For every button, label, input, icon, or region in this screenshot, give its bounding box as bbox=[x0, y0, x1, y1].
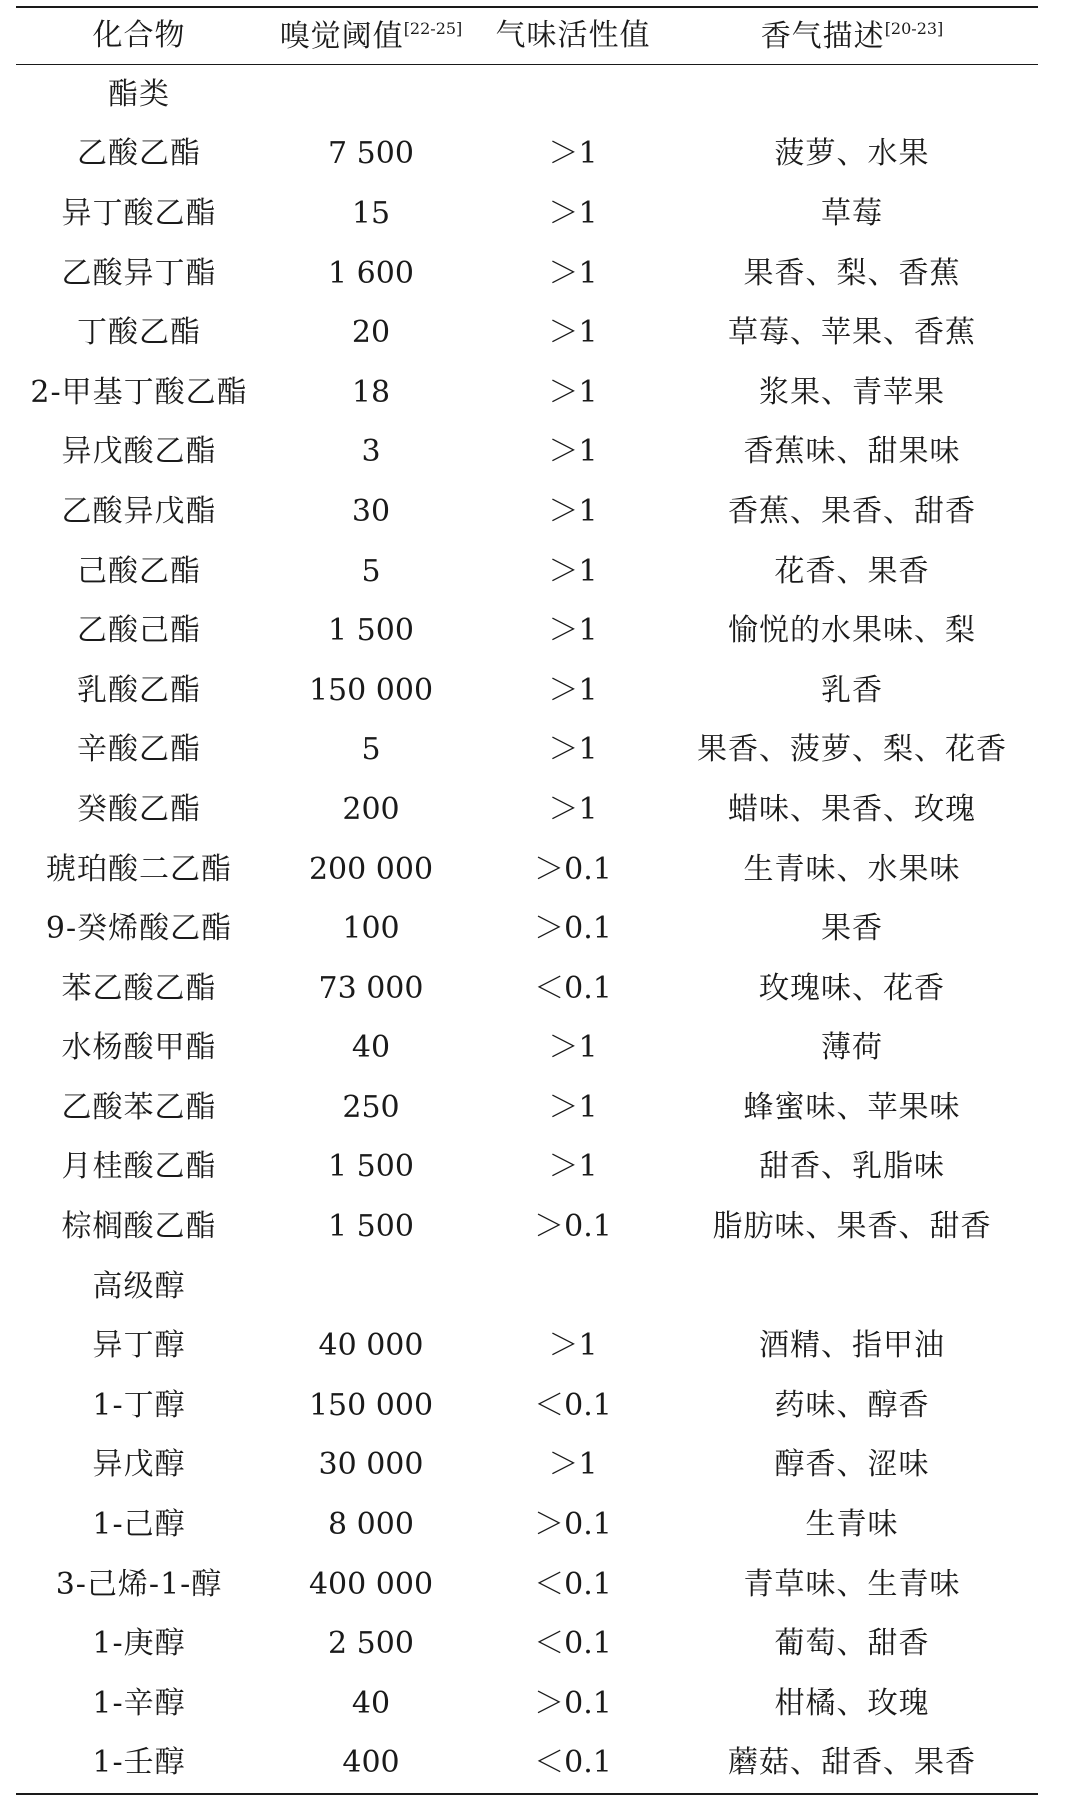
threshold-value: 40 000 bbox=[318, 1328, 424, 1364]
oav-value: ＞1 bbox=[548, 672, 598, 708]
aroma-description: 脂肪味、果香、甜香 bbox=[712, 1209, 992, 1245]
table-row bbox=[16, 601, 1038, 661]
threshold-value: 200 000 bbox=[308, 851, 434, 887]
oav-value: ＞1 bbox=[548, 732, 598, 768]
aroma-description: 浆果、青苹果 bbox=[759, 374, 945, 410]
oav-value: ＜0.1 bbox=[534, 1745, 612, 1781]
table-row bbox=[16, 899, 1038, 959]
aroma-description: 果香、梨、香蕉 bbox=[743, 255, 961, 291]
section-title: 高级醇 bbox=[92, 1268, 186, 1304]
table-row bbox=[16, 1316, 1038, 1376]
header-threshold-ref: [22-25] bbox=[403, 18, 463, 38]
aroma-description: 蜂蜜味、苹果味 bbox=[743, 1089, 961, 1125]
table-row bbox=[16, 840, 1038, 900]
threshold-value: 400 bbox=[342, 1745, 400, 1781]
threshold-value: 100 bbox=[342, 911, 400, 947]
section-row bbox=[16, 65, 1038, 125]
table-row bbox=[16, 1078, 1038, 1138]
aroma-description: 乳香 bbox=[821, 672, 883, 708]
oav-value: ＜0.1 bbox=[534, 1626, 612, 1662]
compound-name: 棕榈酸乙酯 bbox=[61, 1209, 217, 1245]
oav-value: ＞1 bbox=[548, 493, 598, 529]
aroma-description: 蜡味、果香、玫瑰 bbox=[728, 791, 976, 827]
oav-value: ＞1 bbox=[548, 791, 598, 827]
table-row bbox=[16, 423, 1038, 483]
oav-value: ＞1 bbox=[548, 1447, 598, 1483]
aroma-description: 醇香、涩味 bbox=[774, 1447, 930, 1483]
aroma-description: 愉悦的水果味、梨 bbox=[728, 613, 976, 649]
compound-name: 1-己醇 bbox=[92, 1507, 186, 1543]
compound-name: 1-庚醇 bbox=[92, 1626, 186, 1662]
table-row bbox=[16, 1197, 1038, 1257]
aroma-description: 草莓、苹果、香蕉 bbox=[728, 315, 976, 351]
table-row bbox=[16, 1376, 1038, 1436]
section-row bbox=[16, 1257, 1038, 1317]
threshold-value: 8 000 bbox=[328, 1507, 414, 1543]
threshold-value: 40 bbox=[351, 1030, 391, 1066]
compound-name: 苯乙酸乙酯 bbox=[61, 970, 217, 1006]
data-table bbox=[16, 6, 1038, 1795]
oav-value: ＞1 bbox=[548, 1328, 598, 1364]
oav-value: ＞0.1 bbox=[534, 1209, 612, 1245]
header-threshold-label: 嗅觉阈值 bbox=[279, 18, 404, 54]
compound-name: 1-壬醇 bbox=[92, 1745, 186, 1781]
compound-name: 月桂酸乙酯 bbox=[61, 1149, 217, 1185]
compound-name: 异戊醇 bbox=[92, 1447, 186, 1483]
threshold-value: 30 000 bbox=[318, 1447, 424, 1483]
oav-value: ＞1 bbox=[548, 434, 598, 470]
threshold-value: 1 500 bbox=[328, 1149, 414, 1185]
compound-name: 水杨酸甲酯 bbox=[61, 1030, 217, 1066]
table-row bbox=[16, 661, 1038, 721]
compound-name: 癸酸乙酯 bbox=[77, 791, 201, 827]
threshold-value: 200 bbox=[342, 791, 400, 827]
threshold-value: 5 bbox=[361, 553, 381, 589]
table-row bbox=[16, 303, 1038, 363]
aroma-description: 酒精、指甲油 bbox=[759, 1328, 945, 1364]
compound-name: 乙酸苯乙酯 bbox=[61, 1089, 217, 1125]
table-row bbox=[16, 1138, 1038, 1198]
compound-name: 1-丁醇 bbox=[92, 1387, 186, 1423]
compound-name: 乙酸异丁酯 bbox=[61, 255, 217, 291]
threshold-value: 7 500 bbox=[328, 136, 414, 172]
oav-value: ＞1 bbox=[548, 613, 598, 649]
oav-value: ＞0.1 bbox=[534, 851, 612, 887]
oav-value: ＞0.1 bbox=[534, 1507, 612, 1543]
table-row bbox=[16, 184, 1038, 244]
threshold-value: 250 bbox=[342, 1089, 400, 1125]
table-row bbox=[16, 363, 1038, 423]
table-row bbox=[16, 1614, 1038, 1674]
compound-name: 丁酸乙酯 bbox=[77, 315, 201, 351]
oav-value: ＜0.1 bbox=[534, 970, 612, 1006]
aroma-description: 薄荷 bbox=[821, 1030, 883, 1066]
table-row bbox=[16, 1495, 1038, 1555]
threshold-value: 400 000 bbox=[308, 1566, 434, 1602]
threshold-value: 3 bbox=[361, 434, 381, 470]
oav-value: ＞1 bbox=[548, 315, 598, 351]
table-header-row bbox=[16, 8, 1038, 64]
table-body bbox=[16, 65, 1038, 1793]
threshold-value: 1 500 bbox=[328, 1209, 414, 1245]
aroma-description: 草莓 bbox=[821, 195, 883, 231]
threshold-value: 150 000 bbox=[308, 672, 434, 708]
table-row bbox=[16, 721, 1038, 781]
compound-name: 9-癸烯酸乙酯 bbox=[45, 911, 233, 947]
aroma-description: 香蕉味、甜果味 bbox=[743, 434, 961, 470]
table-row bbox=[16, 1436, 1038, 1496]
compound-name: 乙酸异戊酯 bbox=[61, 493, 217, 529]
aroma-description: 果香 bbox=[821, 911, 883, 947]
aroma-description: 生青味 bbox=[805, 1507, 899, 1543]
oav-value: ＞1 bbox=[548, 553, 598, 589]
oav-value: ＞1 bbox=[548, 1149, 598, 1185]
oav-value: ＞1 bbox=[548, 255, 598, 291]
aroma-description: 果香、菠萝、梨、花香 bbox=[697, 732, 1007, 768]
aroma-description: 生青味、水果味 bbox=[743, 851, 961, 887]
compound-name: 异戊酸乙酯 bbox=[61, 434, 217, 470]
header-aroma bbox=[666, 18, 1038, 54]
threshold-value: 1 500 bbox=[328, 613, 414, 649]
threshold-value: 20 bbox=[351, 315, 391, 351]
header-oav: 气味活性值 bbox=[495, 18, 651, 53]
aroma-description: 青草味、生青味 bbox=[743, 1566, 961, 1602]
header-threshold bbox=[262, 18, 480, 54]
compound-name: 乙酸乙酯 bbox=[77, 136, 201, 172]
threshold-value: 40 bbox=[351, 1685, 391, 1721]
table-row bbox=[16, 780, 1038, 840]
threshold-value: 15 bbox=[351, 195, 391, 231]
compound-name: 异丁酸乙酯 bbox=[61, 195, 217, 231]
compound-name: 己酸乙酯 bbox=[77, 553, 201, 589]
compound-name: 异丁醇 bbox=[92, 1328, 186, 1364]
oav-value: ＞1 bbox=[548, 1030, 598, 1066]
aroma-description: 蘑菇、甜香、果香 bbox=[728, 1745, 976, 1781]
aroma-description: 玫瑰味、花香 bbox=[759, 970, 945, 1006]
aroma-description: 柑橘、玫瑰 bbox=[774, 1685, 930, 1721]
compound-name: 乳酸乙酯 bbox=[77, 672, 201, 708]
oav-value: ＜0.1 bbox=[534, 1566, 612, 1602]
threshold-value: 73 000 bbox=[318, 970, 424, 1006]
aroma-description: 葡萄、甜香 bbox=[774, 1626, 930, 1662]
table-row bbox=[16, 482, 1038, 542]
oav-value: ＞1 bbox=[548, 374, 598, 410]
section-title: 酯类 bbox=[108, 76, 170, 112]
oav-value: ＜0.1 bbox=[534, 1387, 612, 1423]
compound-name: 1-辛醇 bbox=[92, 1685, 186, 1721]
threshold-value: 1 600 bbox=[328, 255, 414, 291]
threshold-value: 30 bbox=[351, 493, 391, 529]
header-aroma-ref: [20-23] bbox=[884, 18, 944, 38]
compound-name: 2-甲基丁酸乙酯 bbox=[30, 374, 248, 410]
compound-name: 3-己烯-1-醇 bbox=[55, 1566, 223, 1602]
aroma-description: 花香、果香 bbox=[774, 553, 930, 589]
aroma-description: 香蕉、果香、甜香 bbox=[728, 493, 976, 529]
table-row bbox=[16, 959, 1038, 1019]
oav-value: ＞1 bbox=[548, 136, 598, 172]
threshold-value: 2 500 bbox=[328, 1626, 414, 1662]
table-row bbox=[16, 1734, 1038, 1794]
table-row bbox=[16, 1674, 1038, 1734]
header-compound: 化合物 bbox=[92, 18, 186, 53]
compound-name: 乙酸己酯 bbox=[77, 613, 201, 649]
threshold-value: 18 bbox=[351, 374, 391, 410]
table-row bbox=[16, 1019, 1038, 1079]
table-row bbox=[16, 542, 1038, 602]
compound-name: 辛酸乙酯 bbox=[77, 732, 201, 768]
table-row bbox=[16, 125, 1038, 185]
oav-value: ＞0.1 bbox=[534, 911, 612, 947]
compound-name: 琥珀酸二乙酯 bbox=[46, 851, 232, 887]
header-aroma-label: 香气描述 bbox=[760, 18, 885, 54]
threshold-value: 150 000 bbox=[308, 1387, 434, 1423]
oav-value: ＞0.1 bbox=[534, 1685, 612, 1721]
aroma-description: 菠萝、水果 bbox=[774, 136, 930, 172]
oav-value: ＞1 bbox=[548, 195, 598, 231]
threshold-value: 5 bbox=[361, 732, 381, 768]
table-row bbox=[16, 1555, 1038, 1615]
table-row bbox=[16, 244, 1038, 304]
oav-value: ＞1 bbox=[548, 1089, 598, 1125]
aroma-description: 甜香、乳脂味 bbox=[759, 1149, 945, 1185]
aroma-description: 药味、醇香 bbox=[774, 1387, 930, 1423]
table-bottom-rule bbox=[16, 1793, 1038, 1795]
